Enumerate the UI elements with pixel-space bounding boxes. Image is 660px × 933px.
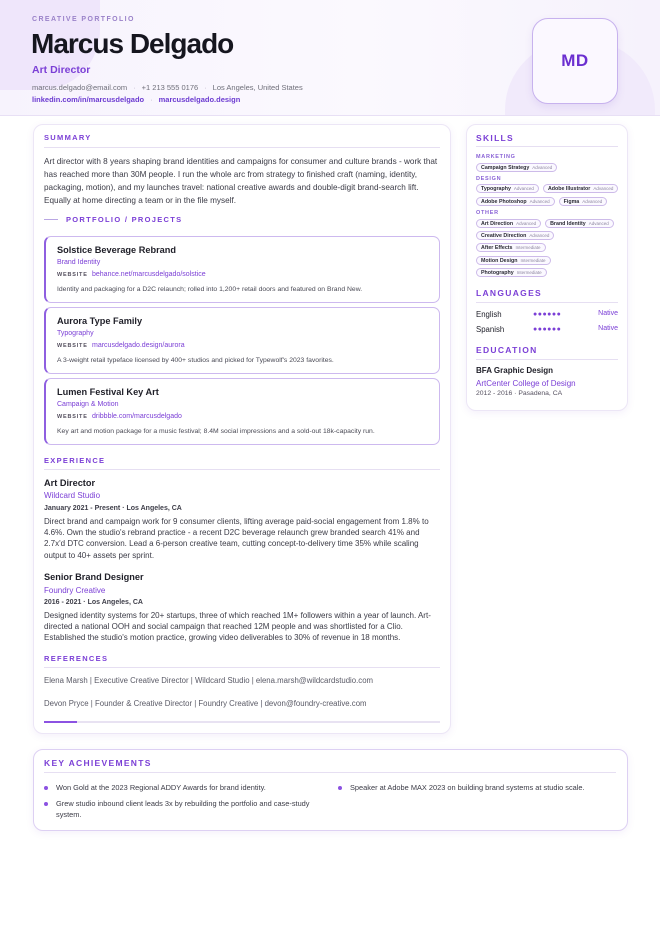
skill-row <box>476 256 551 265</box>
skill-chip <box>476 268 547 277</box>
project-category: Typography <box>57 330 94 337</box>
skill-name: Typography <box>481 185 511 192</box>
contact-line <box>32 83 303 92</box>
project-card[interactable] <box>44 378 440 445</box>
location: Los Angeles, United States <box>212 83 303 92</box>
skill-chip <box>476 197 555 206</box>
email-link[interactable]: marcus.delgado@email.com <box>32 83 128 92</box>
skill-row <box>476 243 546 252</box>
project-title: Solstice Beverage Rebrand <box>57 245 176 255</box>
skill-chip <box>476 219 541 228</box>
skill-level: Advanced <box>513 186 534 191</box>
monogram-avatar: MD <box>532 18 618 104</box>
skill-chip <box>476 163 557 172</box>
skill-name: Campaign Strategy <box>481 164 530 171</box>
website-label: WEBSITE <box>57 414 88 420</box>
skill-chip <box>476 243 546 252</box>
skill-row <box>476 184 618 193</box>
skill-row <box>476 197 607 206</box>
separator: · <box>133 83 136 92</box>
candidate-role: Art Director <box>32 64 91 76</box>
bullet-icon <box>44 802 48 806</box>
project-description: Key art and motion package for a music festival; 8.4M social impressions and a sold-out 18k-capacity run. <box>57 428 375 435</box>
achievement-item <box>44 782 324 793</box>
project-url[interactable]: dribbble.com/marcusdelgado <box>92 413 182 420</box>
achievement-item <box>44 798 324 820</box>
separator: · <box>204 83 207 92</box>
job-title: Senior Brand Designer <box>44 572 144 582</box>
links-line <box>32 95 240 104</box>
language-row <box>476 325 618 335</box>
divider <box>476 302 618 303</box>
portfolio-heading: PORTFOLIO / PROJECTS <box>66 215 183 224</box>
education-heading: EDUCATION <box>476 345 538 355</box>
website-label: WEBSITE <box>57 272 88 278</box>
skill-level: Intermediate <box>516 270 542 275</box>
summary-heading: SUMMARY <box>44 133 92 142</box>
skill-row <box>476 163 557 172</box>
achievement-item <box>338 782 618 793</box>
skill-level: Advanced <box>588 221 609 226</box>
skill-level: Intermediate <box>515 245 541 250</box>
skill-level: Advanced <box>516 221 537 226</box>
project-url[interactable]: behance.net/marcusdelgado/solstice <box>92 271 206 278</box>
separator: · <box>150 95 153 104</box>
divider <box>44 667 440 668</box>
page-progress-track <box>44 721 440 723</box>
language-level: Native <box>598 310 618 317</box>
skill-category: OTHER <box>476 210 499 216</box>
skill-name: Adobe Photoshop <box>481 198 527 205</box>
language-name: Spanish <box>476 325 505 334</box>
languages-heading: LANGUAGES <box>476 288 543 298</box>
skill-name: Brand Identity <box>550 220 586 227</box>
project-description: Identity and packaging for a D2C relaunch; rolled into 1,200+ retail doors and featured on Brand New. <box>57 286 363 293</box>
education-dates: 2012 - 2016 · Pasadena, CA <box>476 390 563 397</box>
skill-name: Adobe Illustrator <box>547 185 591 192</box>
bullet-icon <box>338 786 342 790</box>
project-title: Lumen Festival Key Art <box>57 387 159 397</box>
skill-name: Art Direction <box>481 220 514 227</box>
project-card[interactable] <box>44 307 440 374</box>
divider <box>44 219 58 220</box>
achievement-text: Grew studio inbound client leads 3x by rebuilding the portfolio and case-study system. <box>56 799 310 819</box>
linkedin-link[interactable]: linkedin.com/in/marcusdelgado <box>32 95 145 104</box>
project-card[interactable] <box>44 236 440 303</box>
achievements-heading: KEY ACHIEVEMENTS <box>44 758 152 768</box>
project-title: Aurora Type Family <box>57 316 143 326</box>
eyebrow-label: CREATIVE PORTFOLIO <box>32 16 135 23</box>
skill-row <box>476 268 547 277</box>
job-title: Art Director <box>44 478 96 488</box>
references-heading: REFERENCES <box>44 654 109 663</box>
website-link[interactable]: marcusdelgado.design <box>158 95 241 104</box>
skill-chip <box>476 184 539 193</box>
skill-category: MARKETING <box>476 154 516 160</box>
divider <box>476 146 618 147</box>
experience-heading: EXPERIENCE <box>44 456 106 465</box>
skill-name: After Effects <box>481 244 513 251</box>
phone-number[interactable]: +1 213 555 0176 <box>141 83 199 92</box>
skill-name: Figma <box>563 198 580 205</box>
skill-level: Advanced <box>529 233 550 238</box>
divider <box>44 469 440 470</box>
skill-level: Advanced <box>532 165 553 170</box>
skill-category: DESIGN <box>476 176 502 182</box>
language-level: Native <box>598 325 618 332</box>
bullet-icon <box>44 786 48 790</box>
skill-chip <box>543 184 618 193</box>
website-label: WEBSITE <box>57 343 88 349</box>
skill-chip <box>476 231 554 240</box>
skill-row <box>476 219 614 228</box>
skill-level: Advanced <box>593 186 614 191</box>
skill-row <box>476 231 554 240</box>
reference-item: Devon Pryce | Founder & Creative Director | Foundry Creative | devon@foundry-creative.com <box>44 699 367 708</box>
divider <box>44 772 616 773</box>
language-name: English <box>476 310 502 319</box>
language-row <box>476 310 618 320</box>
divider <box>476 359 618 360</box>
skill-name: Motion Design <box>481 257 518 264</box>
job-dates: 2016 - 2021 · Los Angeles, CA <box>44 599 143 606</box>
skill-level: Advanced <box>529 199 550 204</box>
job-company: Wildcard Studio <box>44 491 101 500</box>
education-degree: BFA Graphic Design <box>476 366 554 375</box>
education-school: ArtCenter College of Design <box>476 379 576 388</box>
job-company: Foundry Creative <box>44 586 106 595</box>
reference-item: Elena Marsh | Executive Creative Director | Wildcard Studio | elena.marsh@wildcardstudio.com <box>44 676 374 685</box>
project-category: Brand Identity <box>57 259 101 266</box>
skill-level: Intermediate <box>520 258 546 263</box>
project-description: A 3-weight retail typeface licensed by 400+ studios and picked for Typewolf's 2023 favorites. <box>57 357 334 364</box>
skill-name: Photography <box>481 269 514 276</box>
language-proficiency-dots: ●●●●●● <box>533 311 562 318</box>
summary-text: Art director with 8 years shaping brand identities and campaigns for consumer and culture brands - work that has reached more than 30M people. I run the whole arc from strategy to finished craft (naming, identity, packaging, motion), and my launches travel: national creative awards and double-digit brand-search lift. Equally at home directing a team or in the file myself. <box>44 157 438 205</box>
skill-chip <box>545 219 614 228</box>
skill-level: Advanced <box>582 199 603 204</box>
project-url[interactable]: marcusdelgado.design/aurora <box>92 342 185 349</box>
skill-chip <box>559 197 608 206</box>
candidate-name: Marcus Delgado <box>31 28 234 59</box>
divider <box>44 147 440 148</box>
achievement-text: Won Gold at the 2023 Regional ADDY Awards for brand identity. <box>56 783 266 792</box>
job-dates: January 2021 - Present · Los Angeles, CA <box>44 505 182 512</box>
language-proficiency-dots: ●●●●●● <box>533 326 562 333</box>
project-category: Campaign & Motion <box>57 401 119 408</box>
skill-name: Creative Direction <box>481 232 527 239</box>
skills-heading: SKILLS <box>476 133 515 143</box>
job-description: Designed identity systems for 20+ startups, three of which reached 1M+ followers within a year of launch. Art-directed a national OOH and social campaign that reached 12M people and was shortlisted for a Clio. Established the studio's motion practice, growing video deliverables to 30% of revenue in 18 months. <box>44 611 431 643</box>
job-description: Direct brand and campaign work for 9 consumer clients, lifting average paid-social engagement from 1.8% to 4.6%. Own the studio's rebrand practice - a recent D2C beverage relaunch grew branded search 41% and 2.7x'd DTC conversion. Lead a 6-person creative team, cutting concept-to-delivery time 35% while scaling output to 40+ assets per sprint. <box>44 517 429 560</box>
page-progress-fill <box>44 721 77 723</box>
skill-chip <box>476 256 551 265</box>
achievement-text: Speaker at Adobe MAX 2023 on building brand systems at studio scale. <box>350 783 585 792</box>
